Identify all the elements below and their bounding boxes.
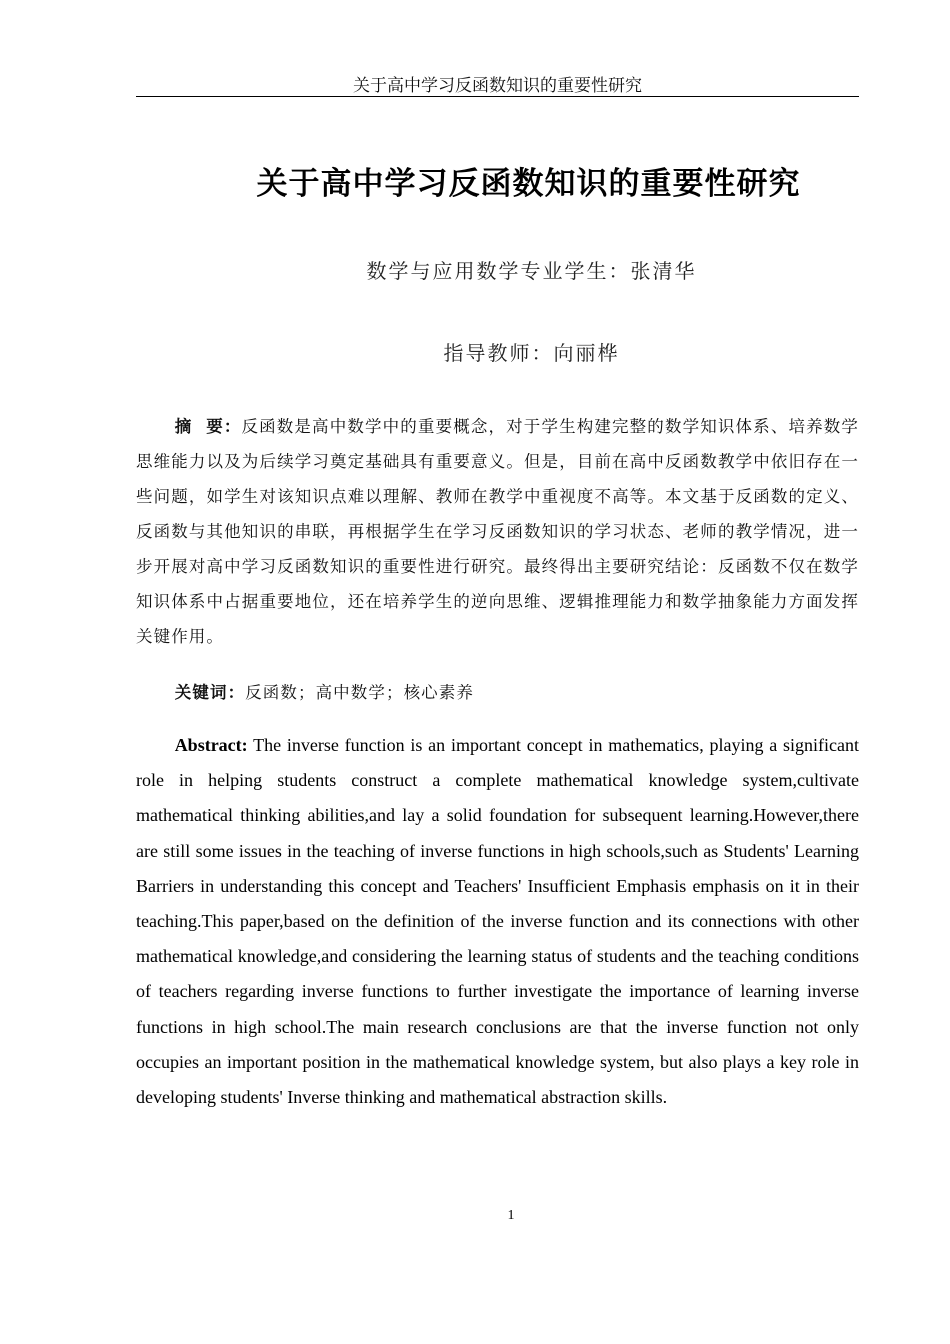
paper-title: 关于高中学习反函数知识的重要性研究 [256,166,801,202]
abstract-cn-text: 反函数是高中数学中的重要概念，对于学生构建完整的数学知识体系、培养数学思维能力以及为后续学习奠定基础具有重要意义。但是，目前在高中反函数教学中依旧存在一些问题，如学生对该知识点难以理解、教师在教学中重视度不高等。本文基于反函数的定义、反函数与其他知识的串联，再根据学生在学习反函数知识的学习状态、老师的教学情况，进一步开展对高中学习反函数知识的重要性进行研究。最终得出主要研究结论：反函数不仅在数学知识体系中占据重要地位，还在培养学生的逆向思维、逻辑推理能力和数学抽象能力方面发挥关键作用。 [136,417,859,646]
abstract-cn [136,409,859,654]
keywords-cn-label: 关键词： [174,683,246,702]
running-header: 关于高中学习反函数知识的重要性研究 [353,76,642,96]
abstract-en [136,728,859,1115]
advisor-line: 指导教师：向丽桦 [443,341,620,365]
author-line: 数学与应用数学专业学生：张清华 [366,259,697,283]
keywords-cn-text: 反函数；高中数学；核心素养 [245,683,474,702]
abstract-en-label: Abstract: [174,735,248,755]
header-rule [136,96,859,97]
page-number: 1 [507,1208,515,1223]
abstract-en-text: The inverse function is an important concept in mathematics, playing a significant role in helping students construct a complete mathematical knowledge system,cultivate mathematical thinking abilities,and lay a solid foundation for subsequent learning.However,there are still some issues in the teaching of inverse functions in high schools,such as Students' Learning Barriers in understanding this concept and Teachers' Insufficient Emphasis emphasis on it in their teaching.This paper,based on the definition of the inverse function and its connections with other mathematical knowledge,and considering the learning status of students and the teaching conditions of teachers regarding inverse functions to further investigate the importance of learning inverse functions in high school.The main research conclusions are that the inverse function not only occupies an important position in the mathematical knowledge system, but also plays a key role in developing students' Inverse thinking and mathematical abstraction skills. [136,735,859,1108]
keywords-cn [136,675,859,710]
abstract-cn-label: 摘 要： [174,417,242,436]
